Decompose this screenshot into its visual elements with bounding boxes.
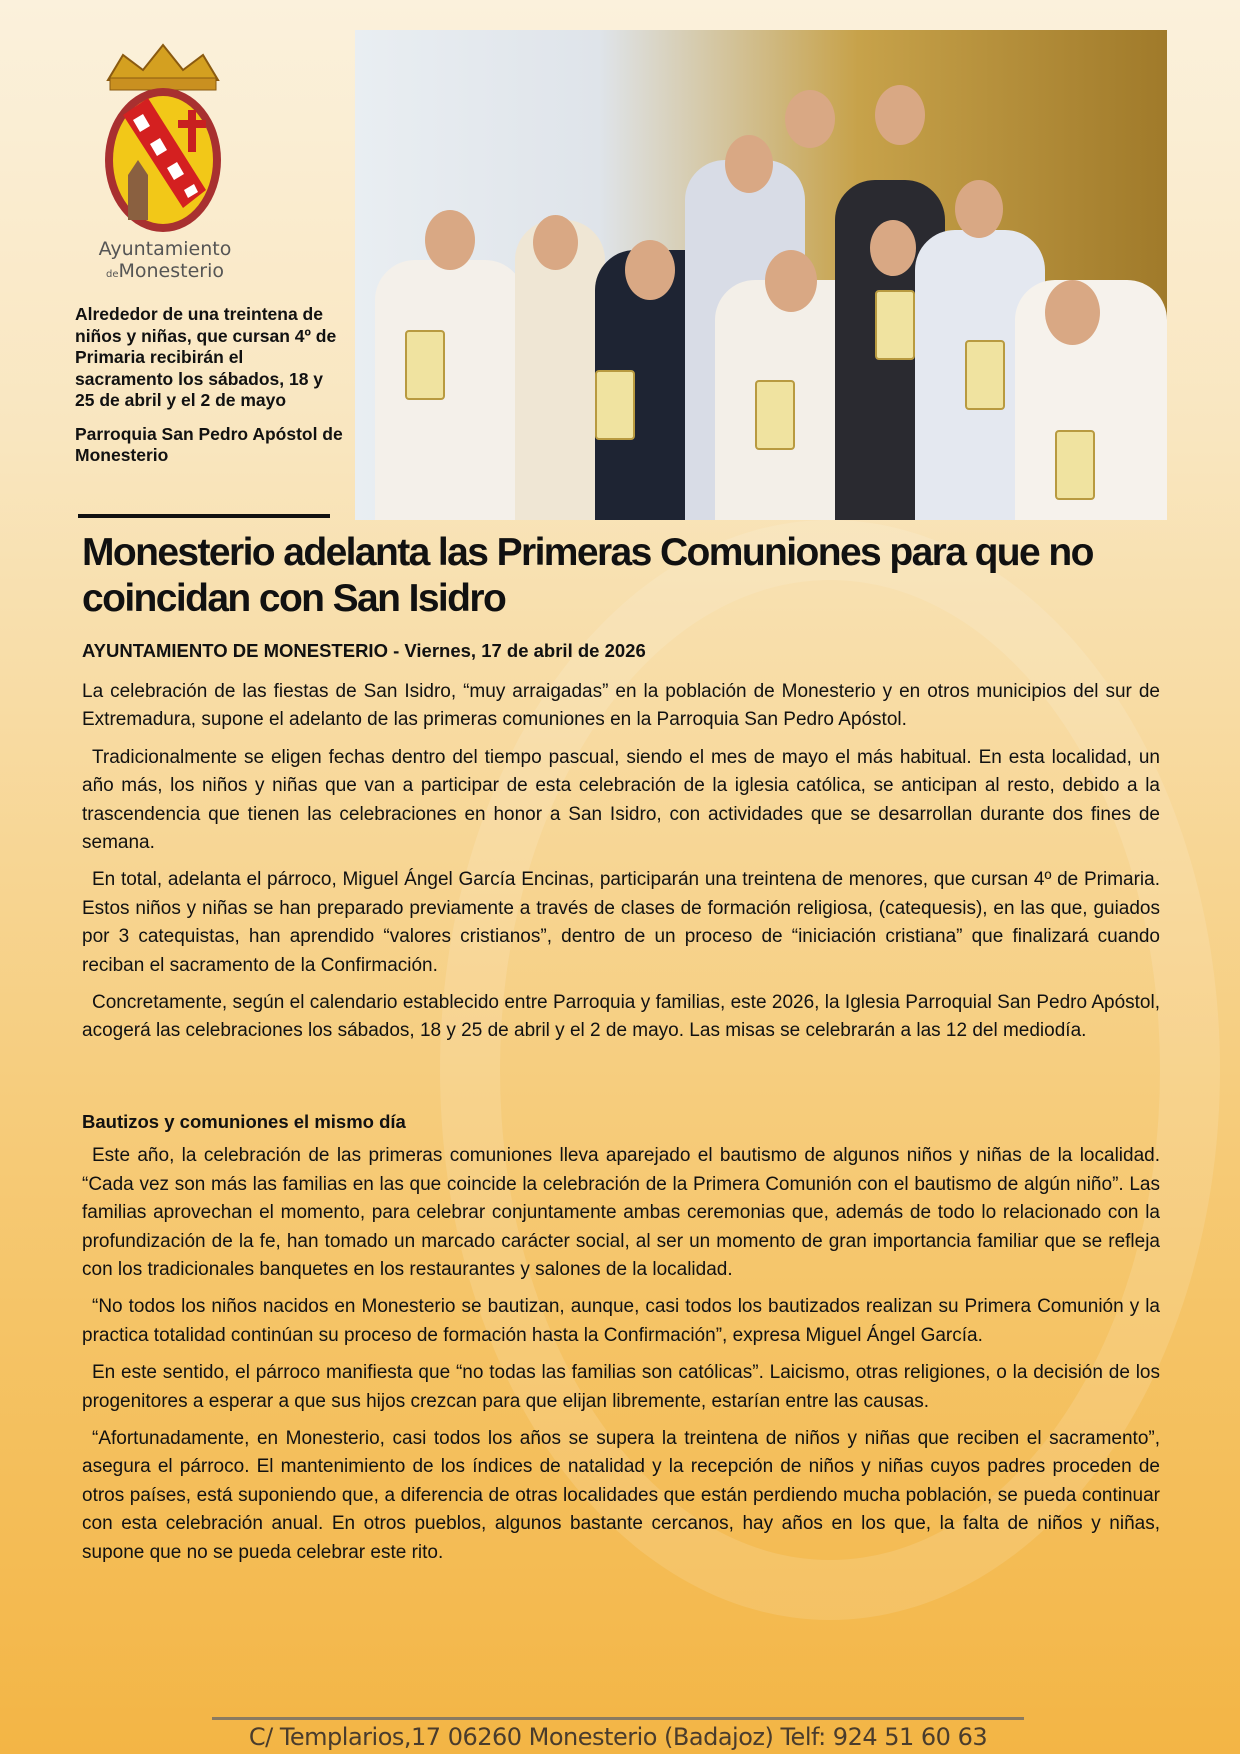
- article-byline: AYUNTAMIENTO DE MONESTERIO - Viernes, 17 de abril de 2026: [82, 640, 646, 661]
- paragraph: Concretamente, según el calendario establecido entre Parroquia y familias, este 2026, la Iglesia Parroquial San Pedro Apóstol, acogerá las celebraciones los sábados, 18 y 25 de abril y el 2 de mayo. Las misas se celebrarán a las 12 del mediodía.: [82, 992, 1160, 1042]
- footer-divider: [212, 1717, 1024, 1720]
- caption-divider: [78, 514, 330, 518]
- communion-group-photo: [355, 30, 1167, 520]
- logo-text: [90, 238, 240, 286]
- caption-summary: Alrededor de una treintena de niños y niñas, que cursan 4º de Primaria recibirán el sacramento los sábados, 18 y 25 de abril y el 2 de mayo: [75, 304, 337, 410]
- logo-line2-prefix: de: [105, 269, 119, 280]
- paragraph: La celebración de las fiestas de San Isidro, “muy arraigadas” en la población de Monesterio y en otros municipios del sur de Extremadura, supone el adelanto de las primeras comuniones en la Parroquia San Pedro Apóstol.: [82, 681, 1160, 731]
- article-subheading: Bautizos y comuniones el mismo día: [82, 1110, 406, 1132]
- photo-caption: [75, 304, 345, 479]
- paragraph: “Afortunadamente, en Monesterio, casi todos los años se supera la treintena de niños y niñas que reciben el sacramento”, asegura el párroco. El mantenimiento de los índices de natalidad y la recepción de niños y niñas cuyos padres proceden de otros países, está suponiendo que, a diferencia de otras localidades que están perdiendo mucha población, se pueda continuar con esta celebración anual. En otros pueblos, algunos bastante cercanos, hay años en los que, la falta de niños y niñas, supone que no se pueda celebrar este rito.: [82, 1427, 1160, 1563]
- article-title: Monesterio adelanta las Primeras Comuniones para que no coincidan con San Isidro: [82, 531, 1093, 620]
- logo-line1: Ayuntamiento: [98, 238, 232, 260]
- caption-credit: Parroquia San Pedro Apóstol de Monesterio: [75, 423, 343, 465]
- paragraph: Tradicionalmente se eligen fechas dentro del tiempo pascual, siendo el mes de mayo el más habitual. En esta localidad, un año más, los niños y niñas que van a participar de esta celebración de la iglesia católica, se anticipan al resto, debido a la trascendencia que tienen las celebraciones en honor a San Isidro, con actividades que se desarrollan durante dos fines de semana.: [82, 746, 1160, 854]
- paragraph: Este año, la celebración de las primeras comuniones lleva aparejado el bautismo de algunos niños y niñas de la localidad. “Cada vez son más las familias en las que coincide la celebración de la Primera Comunión con el bautismo de algún niño”. Las familias aprovechan el momento, para celebrar conjuntamente ambas ceremonias que, además de todo lo relacionado con la profundización de la fe, han tomado un marcado carácter social, al ser un momento de gran importancia familiar que se refleja con los tradicionales banquetes en los restaurantes y salones de la localidad.: [82, 1145, 1160, 1280]
- paragraph: “No todos los niños nacidos en Monesterio se bautizan, aunque, casi todos los bautizados realizan su Primera Comunión y la practica totalidad continúan su proceso de formación hasta la Confirmación”, expresa Miguel Ángel García.: [82, 1296, 1160, 1346]
- paragraph: En este sentido, el párroco manifiesta que “no todas las familias son católicas”. Laicismo, otras religiones, o la decisión de los progenitores a esperar a que sus hijos crezcan para que elijan libremente, estarían entre las causas.: [82, 1362, 1160, 1412]
- footer-address: C/ Templarios,17 06260 Monesterio (Badajoz) Telf: 924 51 60 63: [248, 1723, 988, 1751]
- article-body: [82, 678, 1160, 1576]
- paragraph: En total, adelanta el párroco, Miguel Ángel García Encinas, participarán una treintena de menores, que cursan 4º de Primaria. Estos niños y niñas se han preparado previamente a través de clases de formación religiosa, (catequesis), en las que, guiados por 3 catequistas, han aprendido “valores cristianos”, dentro de un proceso de “iniciación cristiana” que finalizará cuando reciban el sacramento de la Confirmación.: [82, 869, 1160, 976]
- coat-of-arms-logo: [88, 40, 238, 240]
- logo-line2: Monesterio: [118, 260, 224, 282]
